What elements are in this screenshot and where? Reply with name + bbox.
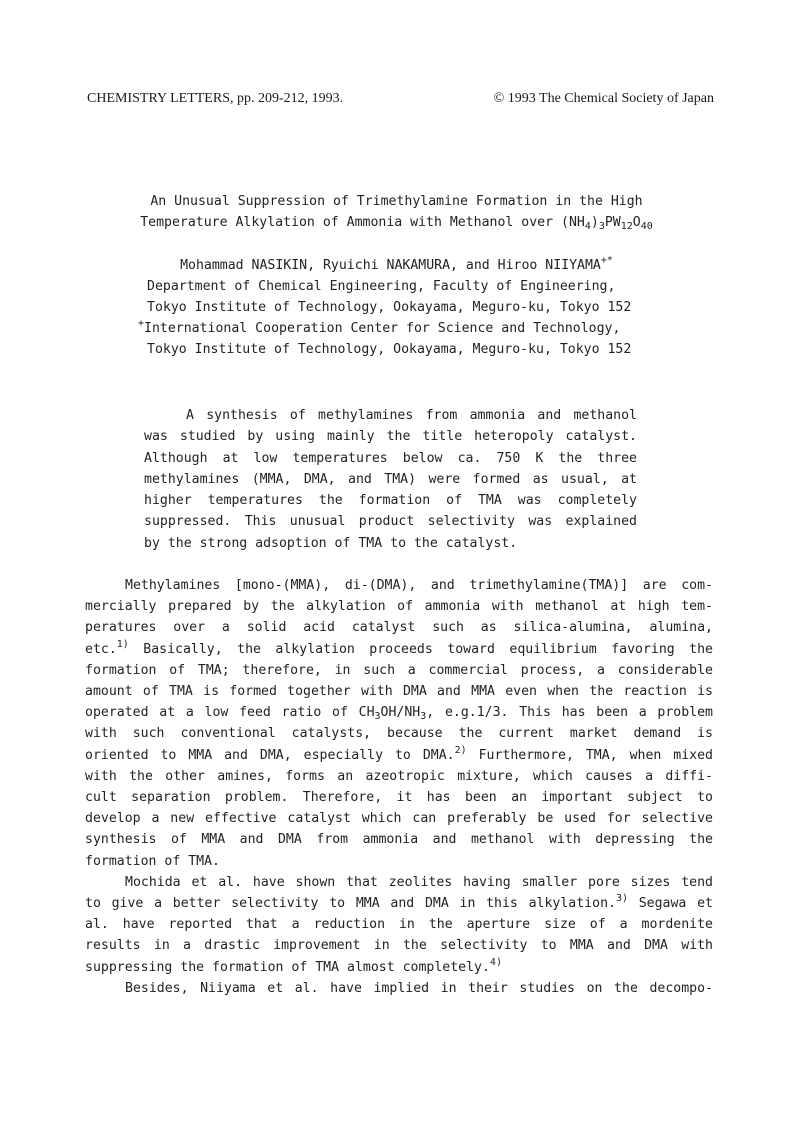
reference-mark: 2): [454, 744, 467, 756]
abstract-line: higher temperatures the formation of TMA was completely: [144, 493, 637, 509]
body-line: mercially prepared by the alkylation of ammonia with methanol at high tem-: [85, 599, 713, 615]
body-line: amount of TMA is formed together with DMA and MMA even when the reaction is: [85, 684, 713, 700]
corresponding-author-mark: +*: [600, 255, 613, 266]
body-line: Methylamines [mono-(MMA), di-(DMA), and trimethylamine(TMA)] are com-: [125, 578, 713, 593]
body-line: Besides, Niiyama et al. have implied in their studies on the decompo-: [125, 980, 713, 996]
abstract-line: A synthesis of methylamines from ammonia and methanol: [186, 408, 637, 423]
body-line: etc.$^{1)}$ Basically, the alkylation proceeds toward equilibrium favoring the: [85, 638, 713, 657]
abstract-line: Although at low temperatures below ca. 750 K the three: [144, 450, 637, 466]
body-line: Mochida et al. have shown that zeolites having smaller pore sizes tend: [125, 874, 713, 890]
journal-citation: CHEMISTRY LETTERS, pp. 209-212, 1993.: [87, 91, 344, 106]
body-line: cult separation problem. Therefore, it has been an important subject to: [85, 790, 713, 806]
reference-mark: 3): [615, 893, 628, 905]
abstract-line: by the strong adsoption of TMA to the catalyst.: [144, 535, 518, 551]
affiliation-line-3: +International Cooperation Center for Science and Technology,: [138, 318, 621, 336]
body-line: develop a new effective catalyst which can preferably be used for selective: [85, 811, 713, 827]
body-line: synthesis of MMA and DMA from ammonia and methanol with depressing the: [85, 832, 713, 848]
paper-title-line-1: An Unusual Suppression of Trimethylamine Formation in the High: [150, 194, 643, 209]
abstract-line: methylamines (MMA, DMA, and TMA) were formed as usual, at: [144, 471, 637, 487]
body-line: with such conventional catalysts, because the current market demand is: [85, 726, 713, 742]
abstract: [144, 405, 637, 554]
body-line: al. have reported that a reduction in the aperture size of a mordenite: [85, 917, 713, 933]
running-header: [87, 91, 714, 111]
abstract-line: suppressed. This unusual product selectivity was explained: [144, 514, 637, 530]
reference-mark: 1): [116, 638, 129, 650]
body-line: oriented to MMA and DMA, especially to DMA.$^{2)}$ Furthermore, TMA, when mixed: [85, 744, 713, 763]
body-line: to give a better selectivity to MMA and DMA in this alkylation.$^{3)}$ Segawa et: [85, 893, 713, 912]
affiliation-line-2: Tokyo Institute of Technology, Ookayama, Meguro-ku, Tokyo 152: [147, 300, 632, 315]
body-line: operated at a low feed ratio of $CH_3OH/NH_3$, e.g.1/3. This has been a problem: [85, 705, 713, 723]
affiliation-line-4: Tokyo Institute of Technology, Ookayama, Meguro-ku, Tokyo 152: [147, 342, 632, 357]
abstract-line: was studied by using mainly the title heteropoly catalyst.: [144, 429, 637, 445]
author-list: Mohammad NASIKIN, Ryuichi NAKAMURA, and Hiroo NIIYAMA+*: [180, 255, 613, 273]
reference-mark: 4): [489, 956, 502, 968]
affiliation-line-1: Department of Chemical Engineering, Faculty of Engineering,: [147, 279, 616, 294]
body-line: results in a drastic improvement in the selectivity to MMA and DMA with: [85, 938, 713, 954]
body-line: formation of TMA; therefore, in such a commercial process, a considerable: [85, 662, 713, 678]
copyright-notice: © 1993 The Chemical Society of Japan: [493, 91, 714, 106]
body-text: [85, 575, 713, 999]
paper-title-line-2: Temperature Alkylation of Ammonia with Methanol over $(NH_4)_3PW_{12}O_{40}$: [140, 215, 653, 232]
body-line: peratures over a solid acid catalyst such as silica-alumina, alumina,: [85, 620, 713, 636]
body-line: formation of TMA.: [85, 853, 220, 869]
body-line: with the other amines, forms an azeotropic mixture, which causes a diffi-: [85, 768, 713, 784]
body-line: suppressing the formation of TMA almost completely.$^{4)}$: [85, 956, 502, 975]
